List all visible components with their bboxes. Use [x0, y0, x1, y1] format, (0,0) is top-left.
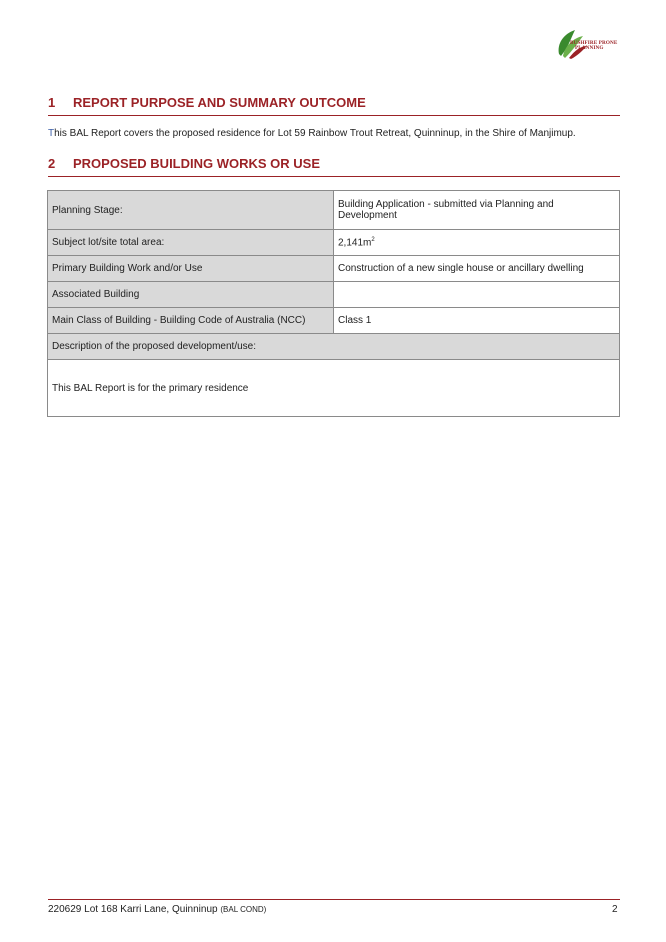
table-row	[48, 308, 620, 334]
row-value: 2,141m	[338, 237, 372, 249]
intro-text: his BAL Report covers the proposed residence for Lot 59 Rainbow Trout Retreat, Quinninup, in the Shire of Manjimup.	[54, 128, 576, 139]
footer-divider	[48, 899, 620, 900]
footer-reference-tag: (BAL COND)	[220, 905, 267, 914]
logo-text-line1: BUSHFIRE PRONE	[570, 40, 618, 46]
row-value-cell	[334, 230, 620, 256]
row-value	[334, 282, 620, 308]
intro-paragraph	[48, 128, 576, 139]
footer-reference-text: 220629 Lot 168 Karri Lane, Quinninup	[48, 904, 218, 915]
row-label: Primary Building Work and/or Use	[48, 256, 334, 282]
description-value: This BAL Report is for the primary residence	[48, 360, 620, 417]
building-works-table	[47, 190, 620, 417]
intro-first-letter: T	[48, 128, 55, 139]
row-value: Class 1	[334, 308, 620, 334]
table-row	[48, 334, 620, 360]
row-label: Subject lot/site total area:	[48, 230, 334, 256]
row-label: Main Class of Building - Building Code of Australia (NCC)	[48, 308, 334, 334]
section-number: 2	[48, 156, 56, 171]
table-row	[48, 256, 620, 282]
footer-reference	[48, 904, 266, 915]
page-number: 2	[612, 904, 618, 915]
table-row	[48, 230, 620, 256]
section-title: REPORT PURPOSE AND SUMMARY OUTCOME	[73, 95, 366, 110]
section-number: 1	[48, 95, 56, 110]
table-row	[48, 282, 620, 308]
row-value: Construction of a new single house or ancillary dwelling	[334, 256, 620, 282]
logo-text-line2: PLANNING	[575, 45, 604, 52]
table-row	[48, 360, 620, 417]
section-heading-2	[48, 156, 620, 177]
logo-text	[570, 41, 617, 52]
row-value-superscript: 2	[371, 236, 375, 243]
table-row	[48, 191, 620, 230]
row-label: Planning Stage:	[48, 191, 334, 230]
row-label: Associated Building	[48, 282, 334, 308]
section-title: PROPOSED BUILDING WORKS OR USE	[73, 156, 321, 171]
section-heading-1	[48, 95, 620, 116]
row-value: Building Application - submitted via Planning and Development	[334, 191, 620, 230]
description-label: Description of the proposed development/use:	[48, 334, 620, 360]
